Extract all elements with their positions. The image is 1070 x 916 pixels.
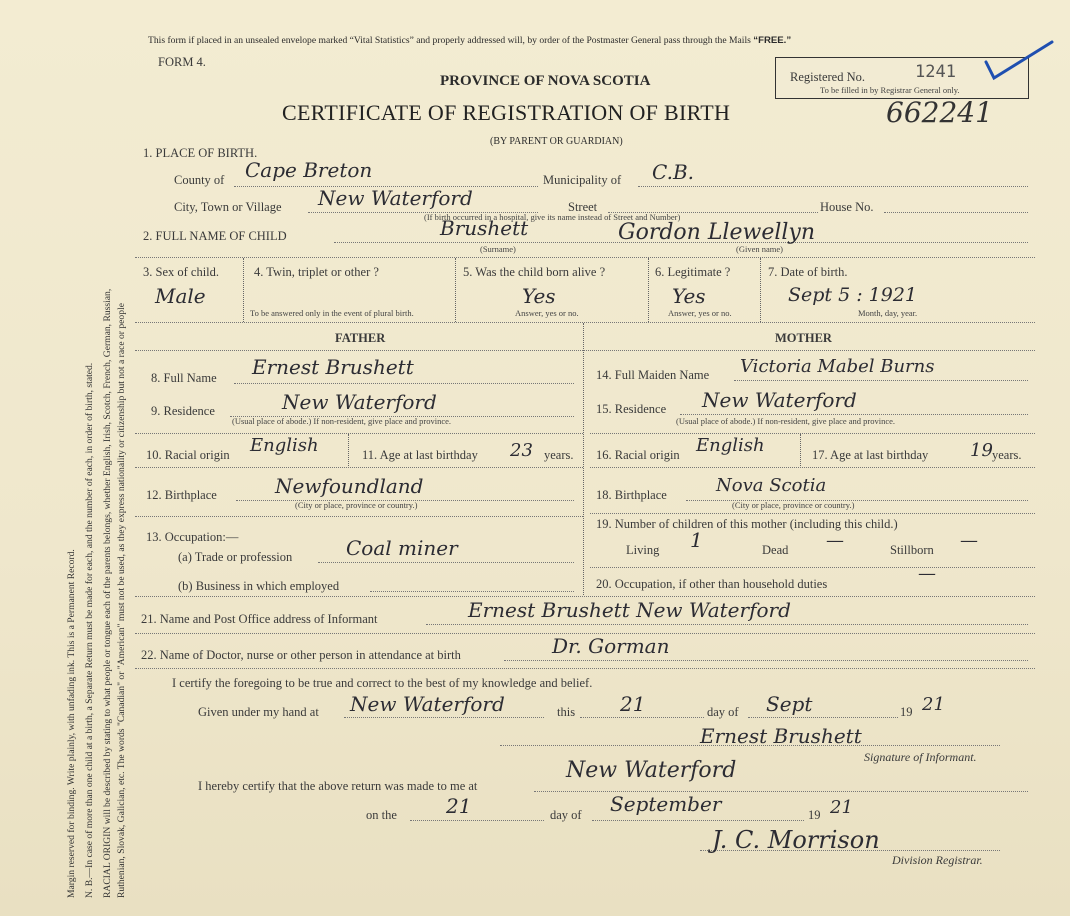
father-residence-label: 9. Residence bbox=[151, 404, 215, 418]
county-label: County of bbox=[174, 173, 225, 187]
informant-label: 21. Name and Post Office address of Informant bbox=[141, 612, 378, 626]
father-birthplace-note: (City or place, province or country.) bbox=[295, 500, 418, 510]
mother-name-value: Victoria Mabel Burns bbox=[740, 356, 935, 377]
informant-value: Ernest Brushett New Waterford bbox=[468, 598, 791, 622]
father-age-value: 23 bbox=[510, 440, 533, 461]
street-label: Street bbox=[568, 200, 598, 214]
father-name-label: 8. Full Name bbox=[151, 371, 217, 385]
dead-value: — bbox=[826, 530, 844, 551]
living-label: Living bbox=[626, 543, 660, 557]
mother-occupation-label: 20. Occupation, if other than household duties bbox=[596, 577, 828, 591]
municipality-label: Municipality of bbox=[543, 173, 622, 187]
doctor-label: 22. Name of Doctor, nurse or other person in attendance at birth bbox=[141, 648, 461, 662]
margin-note-multiple-births: N. B.—In case of more than one child at a birth, a Separate Return must be made for each, and the number of each, in order of birth, stated. bbox=[84, 362, 95, 898]
living-value: 1 bbox=[690, 528, 703, 552]
mother-age-label: 17. Age at last birthday bbox=[812, 448, 929, 462]
form-number: FORM 4. bbox=[158, 55, 206, 69]
legitimate-value: Yes bbox=[672, 284, 706, 308]
alive-value: Yes bbox=[522, 284, 556, 308]
father-occupation-label: 13. Occupation:— bbox=[146, 530, 239, 544]
alive-note: Answer, yes or no. bbox=[515, 308, 579, 318]
child-surname-value: Brushett bbox=[440, 216, 529, 240]
registered-value: 1241 bbox=[915, 62, 956, 82]
hospital-note: (If birth occurred in a hospital, give its name instead of Street and Number) bbox=[424, 212, 681, 222]
mother-birthplace-note: (City or place, province or country.) bbox=[732, 500, 855, 510]
given-day-value: 21 bbox=[620, 692, 646, 716]
father-age-years: years. bbox=[544, 448, 574, 462]
province-heading: PROVINCE OF NOVA SCOTIA bbox=[440, 73, 651, 89]
certify-statement: I certify the foregoing to be true and correct to the best of my knowledge and belief. bbox=[172, 676, 593, 690]
father-birthplace-label: 12. Birthplace bbox=[146, 488, 217, 502]
given-caption: (Given name) bbox=[736, 244, 783, 254]
on-day-value: 21 bbox=[446, 794, 472, 818]
certificate-subtitle: (BY PARENT OR GUARDIAN) bbox=[490, 136, 623, 147]
dob-value: Sept 5 : 1921 bbox=[788, 284, 918, 306]
father-name-value: Ernest Brushett bbox=[252, 355, 414, 379]
informant-signature: Ernest Brushett bbox=[700, 724, 862, 748]
dead-label: Dead bbox=[762, 543, 789, 557]
sex-value: Male bbox=[155, 284, 206, 308]
father-racial-value: English bbox=[250, 435, 319, 456]
signature-caption: Signature of Informant. bbox=[864, 750, 977, 764]
stillborn-label: Stillborn bbox=[890, 543, 934, 557]
city-label: City, Town or Village bbox=[174, 200, 282, 214]
county-value: Cape Breton bbox=[245, 158, 373, 182]
city-value: New Waterford bbox=[318, 186, 473, 210]
margin-note-racial-origin-2: Ruthenian, Slovak, Galician, etc. The words "Canadian" or "American" must not be used, as they express nationality or citizenship but not a race or people bbox=[116, 303, 127, 898]
mother-residence-value: New Waterford bbox=[702, 388, 857, 412]
twin-label: 4. Twin, triplet or other ? bbox=[254, 265, 379, 279]
municipality-value: C.B. bbox=[652, 160, 695, 184]
margin-note-binding: Margin reserved for binding. Write plainly, with unfading ink. This is a Permanent Record. bbox=[66, 549, 77, 898]
registered-note: To be filled in by Registrar General only. bbox=[820, 85, 960, 95]
mother-occupation-value: — bbox=[918, 563, 936, 584]
father-racial-label: 10. Racial origin bbox=[146, 448, 230, 462]
mother-racial-label: 16. Racial origin bbox=[596, 448, 680, 462]
mother-racial-value: English bbox=[696, 435, 765, 456]
trade-value: Coal miner bbox=[346, 536, 458, 560]
father-heading: FATHER bbox=[335, 331, 386, 345]
check-mark-icon bbox=[980, 38, 1060, 84]
legitimate-note: Answer, yes or no. bbox=[668, 308, 732, 318]
legitimate-label: 6. Legitimate ? bbox=[655, 265, 731, 279]
father-residence-value: New Waterford bbox=[282, 390, 437, 414]
mother-age-years: years. bbox=[992, 448, 1022, 462]
house-number-label: House No. bbox=[820, 200, 874, 214]
mother-name-label: 14. Full Maiden Name bbox=[596, 368, 710, 382]
mother-residence-note: (Usual place of abode.) If non-resident, give place and province. bbox=[676, 416, 896, 426]
given-place-value: New Waterford bbox=[350, 692, 505, 716]
twin-note: To be answered only in the event of plural birth. bbox=[250, 308, 414, 318]
margin-note-racial-origin: RACIAL ORIGIN will be described by stating to what people or tongue each of the parents belongs, whether English, Irish, Scotch, French, German, Russian, bbox=[102, 288, 113, 898]
hereby-place-value: New Waterford bbox=[566, 758, 737, 783]
registrar-signature: J. C. Morrison bbox=[712, 826, 880, 854]
dob-label: 7. Date of birth. bbox=[768, 265, 848, 279]
certificate-number: 662241 bbox=[886, 96, 993, 129]
day-of-label: day of bbox=[707, 705, 739, 719]
given-under-label: Given under my hand at bbox=[198, 705, 319, 719]
surname-caption: (Surname) bbox=[480, 244, 516, 254]
doctor-value: Dr. Gorman bbox=[552, 634, 670, 658]
certificate-title: CERTIFICATE OF REGISTRATION OF BIRTH bbox=[282, 100, 731, 125]
mother-age-value: 19 bbox=[970, 440, 993, 461]
on-month-value: September bbox=[610, 792, 722, 816]
father-birthplace-value: Newfoundland bbox=[275, 474, 424, 498]
alive-label: 5. Was the child born alive ? bbox=[463, 265, 606, 279]
stillborn-value: — bbox=[960, 530, 978, 551]
postal-note: This form if placed in an unsealed envelope marked “Vital Statistics” and properly addressed will, by order of the Postmaster General pass through the Mails “FREE.” bbox=[148, 35, 792, 46]
mother-residence-label: 15. Residence bbox=[596, 402, 667, 416]
given-year-prefix: 19 bbox=[900, 705, 913, 719]
hereby-label: I hereby certify that the above return was made to me at bbox=[198, 779, 478, 793]
registered-label: Registered No. bbox=[790, 70, 865, 84]
given-month-value: Sept bbox=[766, 692, 813, 716]
on-year-prefix: 19 bbox=[808, 808, 821, 822]
given-year-value: 21 bbox=[922, 694, 945, 715]
trade-label: (a) Trade or profession bbox=[178, 550, 293, 564]
on-the-label: on the bbox=[366, 808, 397, 822]
mother-birthplace-label: 18. Birthplace bbox=[596, 488, 667, 502]
child-given-value: Gordon Llewellyn bbox=[618, 220, 816, 245]
place-of-birth-label: 1. PLACE OF BIRTH. bbox=[143, 146, 258, 160]
mother-birthplace-value: Nova Scotia bbox=[716, 475, 827, 496]
father-residence-note: (Usual place of abode.) If non-resident, give place and province. bbox=[232, 416, 452, 426]
mother-heading: MOTHER bbox=[775, 331, 832, 345]
father-age-label: 11. Age at last birthday bbox=[362, 448, 478, 462]
business-label: (b) Business in which employed bbox=[178, 579, 340, 593]
dob-note: Month, day, year. bbox=[858, 308, 918, 318]
on-year-value: 21 bbox=[830, 797, 853, 818]
sex-label: 3. Sex of child. bbox=[143, 265, 220, 279]
mother-children-label: 19. Number of children of this mother (including this child.) bbox=[596, 517, 898, 531]
registrar-caption: Division Registrar. bbox=[892, 853, 983, 867]
this-label: this bbox=[557, 705, 576, 719]
child-name-label: 2. FULL NAME OF CHILD bbox=[143, 229, 287, 243]
on-day-of-label: day of bbox=[550, 808, 582, 822]
